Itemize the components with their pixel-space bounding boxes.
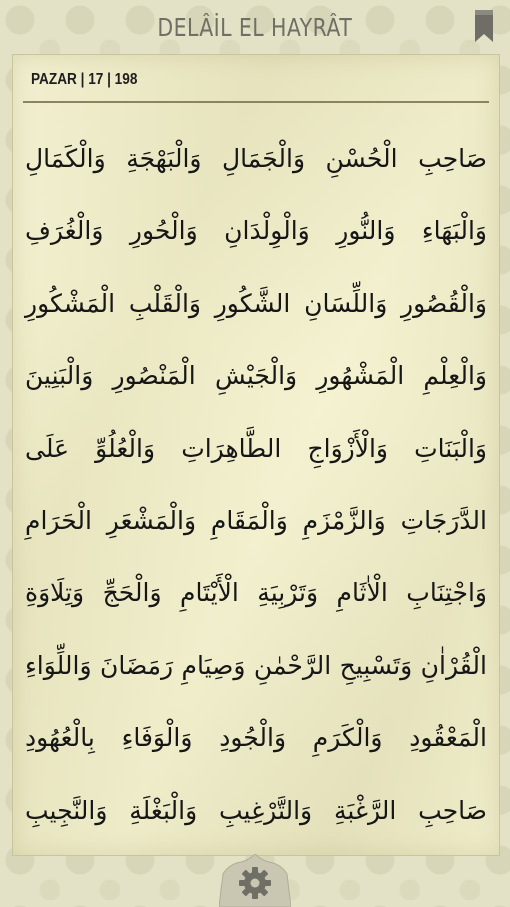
text-line-3: وَالْقُصُورِ وَاللِّسَانِ الشَّكُورِ وَالْقَلْبِ الْمَشْكُورِ (25, 288, 487, 318)
page-divider (23, 101, 489, 103)
text-line-4: وَالْعِلْمِ الْمَشْهُورِ وَالْجَيْشِ الْمَنْصُورِ وَالْبَنِينَ (25, 361, 487, 391)
page-info: PAZAR | 17 | 198 (31, 71, 138, 88)
gear-icon (239, 867, 271, 899)
text-line-6: الدَّرَجَاتِ وَالزَّمْزَمِ وَالْمَقَامِ وَالْمَشْعَرِ الْحَرَامِ (25, 505, 487, 535)
app-header (0, 0, 510, 54)
text-line-1: صَاحِبِ الْحُسْنِ وَالْجَمَالِ وَالْبَهْجَةِ وَالْكَمَالِ (25, 144, 487, 173)
text-line-2: وَالْبَهَاءِ وَالنُّورِ وَالْوِلْدَانِ وَالْحُورِ وَالْغُرَفِ (25, 216, 487, 246)
bookmark-icon[interactable] (474, 10, 494, 42)
text-line-7: وَاجْتِنَابِ الْاٰثَامِ وَتَرْبِيَةِ الْأَيْتَامِ وَالْحَجِّ وَتِلَاوَةِ (25, 578, 487, 608)
app-title: DELÂİL EL HAYRÂT (157, 12, 353, 42)
prayer-text (25, 123, 487, 847)
text-line-5: وَالْبَنَاتِ وَالْأَزْوَاجِ الطَّاهِرَاتِ وَالْعُلُوِّ عَلَى (25, 433, 487, 463)
text-line-9: الْمَعْقُودِ وَالْكَرَمِ وَالْجُودِ وَالْوَفَاءِ بِالْعُهُودِ (25, 723, 487, 753)
text-line-8: الْقُرْاٰنِ وَتَسْبِيحِ الرَّحْمٰنِ وَصِيَامِ رَمَضَانَ وَاللِّوَاءِ (25, 650, 487, 680)
reading-page (12, 54, 500, 856)
settings-button[interactable] (219, 854, 291, 907)
text-line-10: صَاحِبِ الرَّغْبَةِ وَالتَّرْغِيبِ وَالْبَغْلَةِ وَالنَّجِيبِ (25, 795, 487, 825)
